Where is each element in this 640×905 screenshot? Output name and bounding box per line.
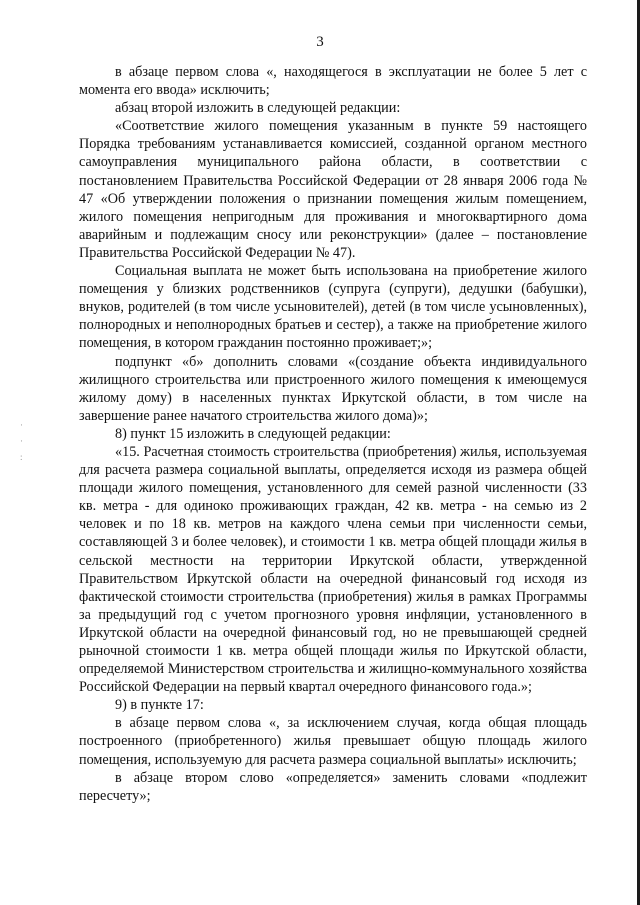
margin-mark: : <box>20 452 23 462</box>
paragraph-8: 9) в пункте 17: <box>115 697 204 714</box>
paragraph-7: «15. Расчетная стоимость строительства (приобретения) жилья, используемая для расчета размера социальной выплаты, определяется исходя из размера общей площади жилого помещения, установленного для семей разной численности (33 кв. метра - для одиноко проживающих граждан, 42 кв. метра - на семью из 2 человек и по 18 кв. метров на каждого члена семьи при численности семьи, составляющей 3 и более человек), и стоимости 1 кв. метра общей площади жилья в сельской местности на территории Иркутской области, утвержденной Правительством Иркутской области на очередной финансовый год исходя из фактической стоимости строительства (приобретения) жилья в рамках Программы за предыдущий год с учетом прогнозного уровня инфляции, установленного в Иркутской области на очередной финансовый год, но не превышающей средней рыночной стоимости 1 кв. метра общей площади жилья по Иркутской области, определяемой Министерством строительства и жилищно-коммунального хозяйства Российской Федерации на первый квартал очередного финансового года.»; <box>79 443 587 696</box>
document-body <box>79 63 587 805</box>
paragraph-10: в абзаце втором слово «определяется» заменить словами «подлежит пересчету»; <box>79 769 587 804</box>
paragraph-6: 8) пункт 15 изложить в следующей редакции: <box>115 425 391 442</box>
margin-mark: · <box>20 420 23 430</box>
paragraph-9: в абзаце первом слова «, за исключением случая, когда общая площадь построенного (приобретенного) жилья превышает общую площадь жилого помещения, используемую для расчета размера социальной выплаты» исключить; <box>79 715 587 768</box>
paragraph-1: в абзаце первом слова «, находящегося в эксплуатации не более 5 лет с момента его ввода» исключить; <box>79 64 587 99</box>
paragraph-2: абзац второй изложить в следующей редакции: <box>115 100 401 117</box>
page-number: 3 <box>316 34 324 50</box>
margin-mark: · <box>20 436 23 446</box>
paragraph-3: «Соответствие жилого помещения указанным в пункте 59 настоящего Порядка требованиям устанавливается комиссией, созданной органом местного самоуправления муниципального района области, в соответствии с постановлением Правительства Российской Федерации от 28 января 2006 года № 47 «Об утверждении положения о признании помещения жилым помещением, жилого помещения непригодным для проживания и многоквартирного дома аварийным и подлежащим сносу или реконструкции» (далее – постановление Правительства Российской Федерации № 47). <box>79 118 587 261</box>
paragraph-4: Социальная выплата не может быть использована на приобретение жилого помещения у близких родственников (супруга (супруги), дедушки (бабушки), внуков, родителей (в том числе усыновителей), детей (в том числе усыновленных), полнородных и неполнородных братьев и сестер), а также на приобретение жилого помещения, в котором гражданин постоянно проживает;»; <box>79 263 587 352</box>
paragraph-5: подпункт «б» дополнить словами «(создание объекта индивидуального жилищного строительства или пристроенного жилого помещения к имеющемуся жилому дому) в населенных пунктах Иркутской области, в том числе на завершение ранее начатого строительства жилого дома)»; <box>79 353 587 424</box>
